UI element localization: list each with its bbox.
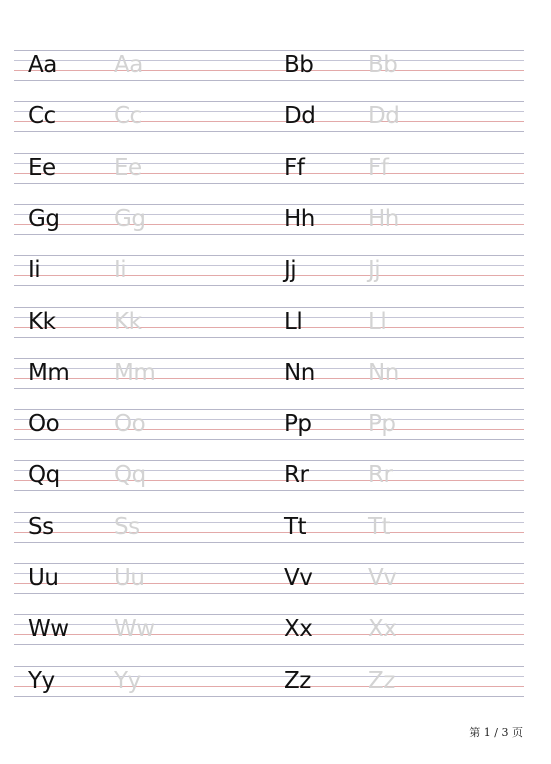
letter-trace: Ll [368, 309, 387, 335]
guide-line [14, 111, 524, 112]
guide-line [14, 644, 524, 645]
letter-sample: Vv [284, 565, 313, 591]
guide-line [14, 131, 524, 132]
letter-trace: Tt [368, 514, 391, 540]
baseline-guide [14, 275, 524, 276]
guide-line [14, 214, 524, 215]
letter-trace: Uu [114, 565, 145, 591]
baseline-guide [14, 378, 524, 379]
guide-line [14, 368, 524, 369]
letter-trace: Mm [114, 360, 156, 386]
guide-line [14, 512, 524, 513]
guide-line [14, 542, 524, 543]
letter-trace: Ss [114, 514, 140, 540]
letter-sample: Ss [28, 514, 54, 540]
letter-trace: Bb [368, 52, 398, 78]
writing-row [14, 255, 524, 295]
guide-line [14, 593, 524, 594]
guide-line [14, 153, 524, 154]
baseline-guide [14, 583, 524, 584]
guide-line [14, 337, 524, 338]
letter-trace: Hh [368, 206, 399, 232]
letter-trace: Ff [368, 155, 389, 181]
guide-line [14, 183, 524, 184]
baseline-guide [14, 480, 524, 481]
guide-line [14, 573, 524, 574]
letter-trace: Zz [368, 668, 395, 694]
letter-trace: Oo [114, 411, 146, 437]
baseline-guide [14, 173, 524, 174]
letter-trace: Xx [368, 616, 397, 642]
guide-line [14, 666, 524, 667]
guide-line [14, 696, 524, 697]
letter-sample: Hh [284, 206, 315, 232]
guide-line [14, 101, 524, 102]
letter-sample: Mm [28, 360, 70, 386]
guide-line [14, 50, 524, 51]
letter-sample: Jj [284, 257, 297, 283]
letter-sample: Qq [28, 462, 60, 488]
writing-row [14, 358, 524, 398]
letter-trace: Vv [368, 565, 397, 591]
guide-line [14, 460, 524, 461]
guide-line [14, 439, 524, 440]
writing-row [14, 101, 524, 141]
letter-trace: Ii [114, 257, 127, 283]
baseline-guide [14, 429, 524, 430]
letter-sample: Gg [28, 206, 60, 232]
letter-sample: Tt [284, 514, 307, 540]
letter-sample: Zz [284, 668, 311, 694]
guide-line [14, 265, 524, 266]
writing-row [14, 50, 524, 90]
guide-line [14, 234, 524, 235]
letter-sample: Uu [28, 565, 59, 591]
letter-sample: Ww [28, 616, 69, 642]
guide-line [14, 419, 524, 420]
guide-line [14, 388, 524, 389]
letter-sample: Bb [284, 52, 314, 78]
writing-row [14, 563, 524, 603]
guide-line [14, 204, 524, 205]
letter-trace: Dd [368, 103, 400, 129]
letter-sample: Ff [284, 155, 305, 181]
letter-sample: Dd [284, 103, 316, 129]
letter-trace: Gg [114, 206, 146, 232]
guide-line [14, 80, 524, 81]
baseline-guide [14, 634, 524, 635]
letter-sample: Yy [28, 668, 55, 694]
letter-sample: Ll [284, 309, 303, 335]
letter-sample: Pp [284, 411, 312, 437]
guide-line [14, 285, 524, 286]
letter-trace: Jj [368, 257, 381, 283]
guide-line [14, 317, 524, 318]
letter-trace: Pp [368, 411, 396, 437]
guide-line [14, 490, 524, 491]
letter-trace: Ww [114, 616, 155, 642]
writing-row [14, 460, 524, 500]
letter-sample: Xx [284, 616, 313, 642]
guide-line [14, 307, 524, 308]
baseline-guide [14, 70, 524, 71]
guide-line [14, 470, 524, 471]
writing-row [14, 153, 524, 193]
guide-line [14, 563, 524, 564]
baseline-guide [14, 224, 524, 225]
baseline-guide [14, 686, 524, 687]
baseline-guide [14, 532, 524, 533]
letter-trace: Kk [114, 309, 142, 335]
page-number: 第 1 / 3 页 [469, 726, 523, 739]
guide-line [14, 522, 524, 523]
letter-trace: Aa [114, 52, 143, 78]
guide-line [14, 358, 524, 359]
letter-sample: Rr [284, 462, 309, 488]
baseline-guide [14, 121, 524, 122]
letter-sample: Kk [28, 309, 56, 335]
letter-sample: Aa [28, 52, 57, 78]
guide-line [14, 255, 524, 256]
writing-row [14, 614, 524, 654]
letter-sample: Ee [28, 155, 56, 181]
guide-line [14, 624, 524, 625]
writing-row [14, 409, 524, 449]
guide-line [14, 60, 524, 61]
writing-row [14, 512, 524, 552]
letter-trace: Ee [114, 155, 142, 181]
guide-line [14, 409, 524, 410]
writing-row [14, 204, 524, 244]
letter-trace: Qq [114, 462, 146, 488]
letter-trace: Yy [114, 668, 141, 694]
baseline-guide [14, 327, 524, 328]
writing-row [14, 666, 524, 706]
writing-row [14, 307, 524, 347]
letter-trace: Nn [368, 360, 399, 386]
letter-sample: Oo [28, 411, 60, 437]
letter-trace: Rr [368, 462, 393, 488]
letter-sample: Cc [28, 103, 56, 129]
guide-line [14, 614, 524, 615]
guide-line [14, 676, 524, 677]
letter-sample: Ii [28, 257, 41, 283]
letter-trace: Cc [114, 103, 142, 129]
letter-sample: Nn [284, 360, 315, 386]
guide-line [14, 163, 524, 164]
